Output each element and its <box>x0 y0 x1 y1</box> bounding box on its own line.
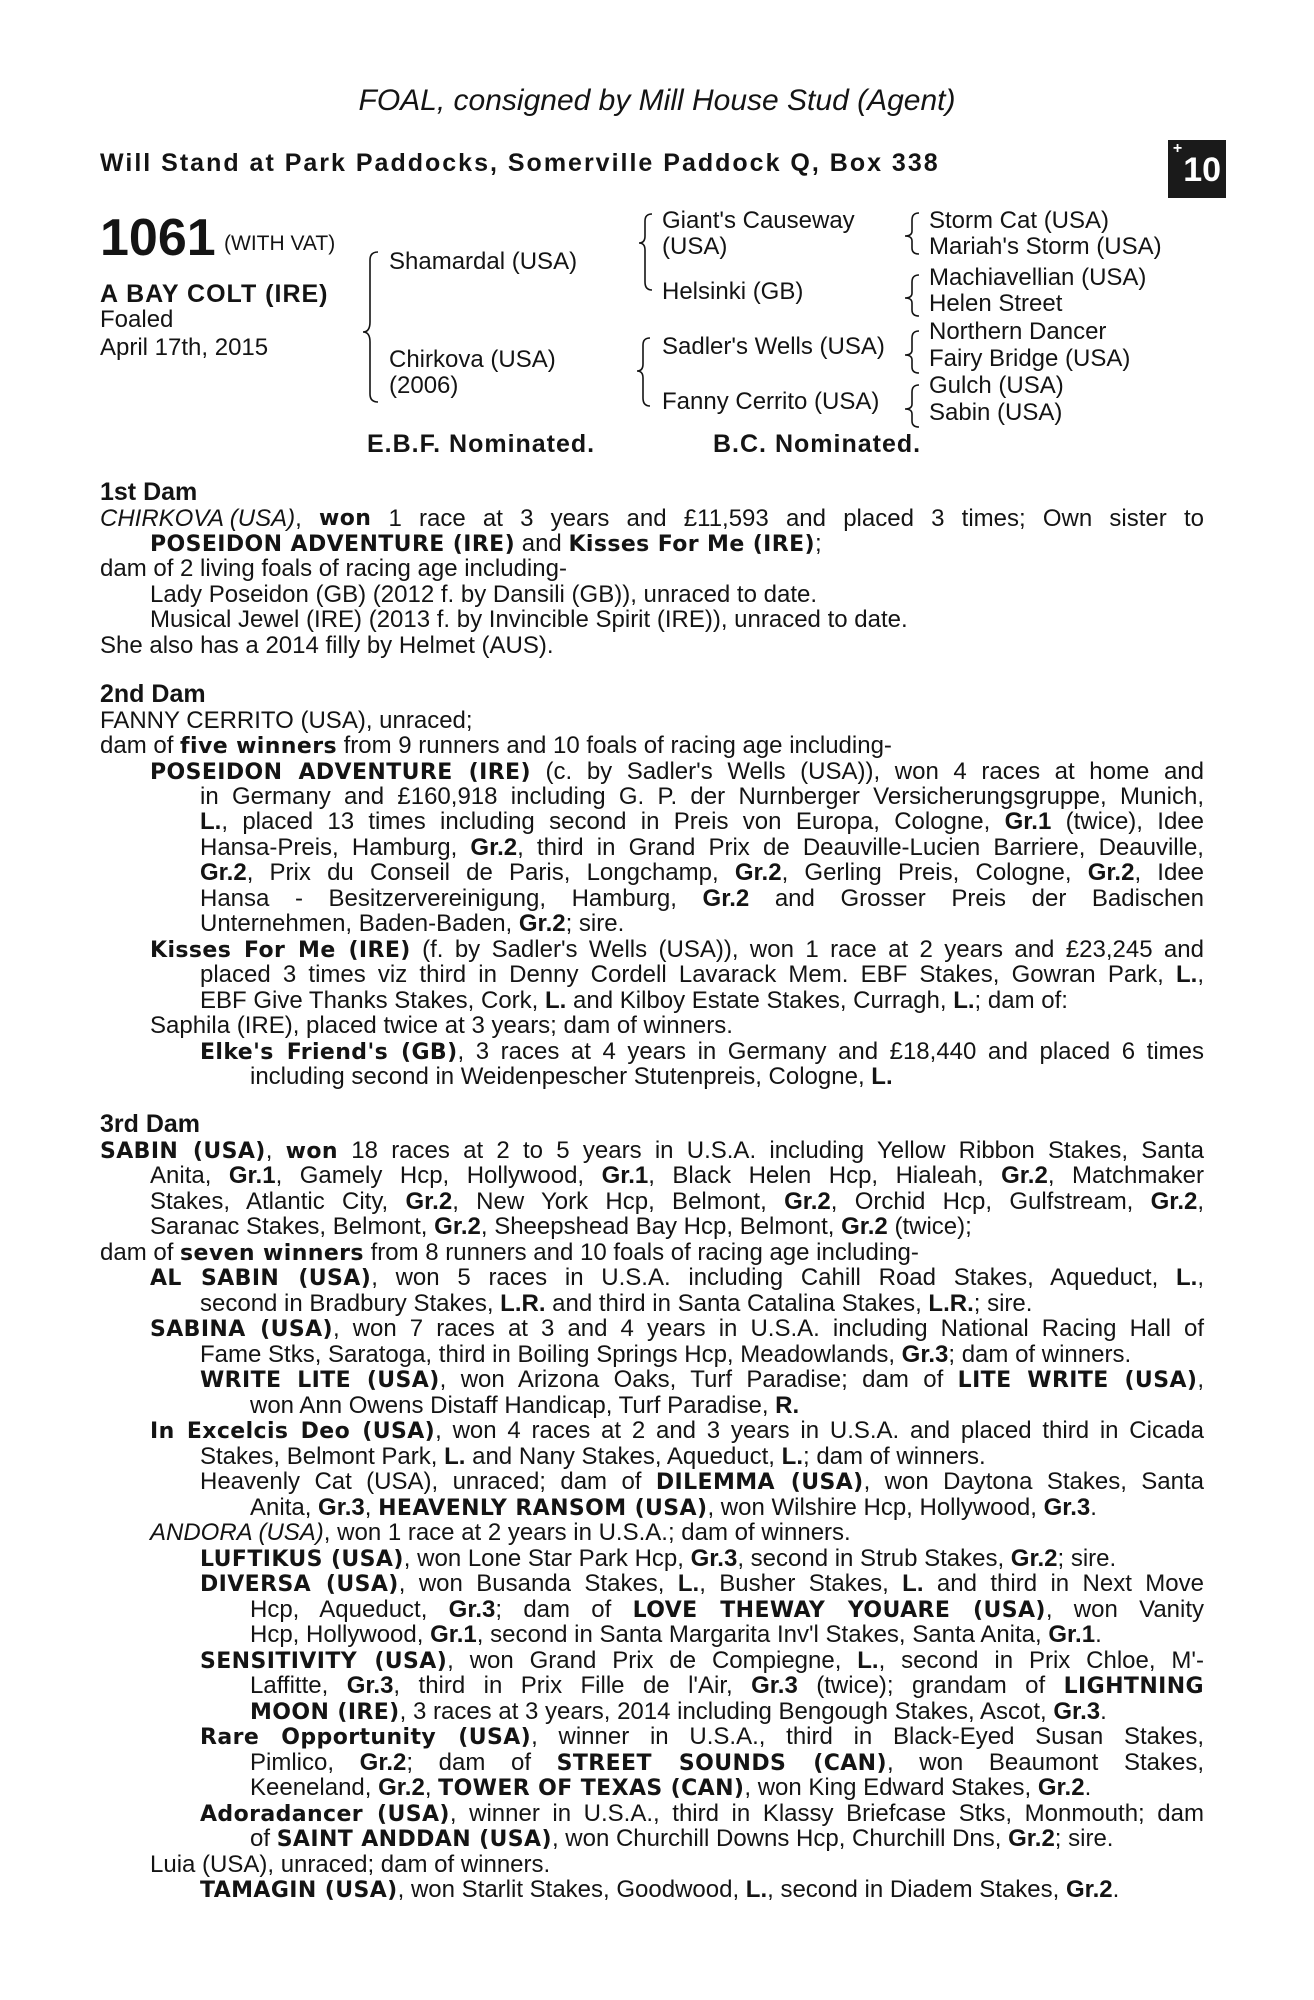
elke-line-1 <box>200 1039 1204 1065</box>
text: ; sire. <box>1057 1545 1117 1572</box>
text: Hcp, Aqueduct, <box>250 1596 449 1623</box>
listed: L. <box>1176 961 1198 988</box>
write-lite-line-1 <box>200 1367 1204 1393</box>
text: . <box>1100 1698 1107 1725</box>
sensitivity-line-3 <box>250 1699 1107 1725</box>
pedigree-sire-sire-1: Giant's Causeway <box>662 207 855 234</box>
second-dam-line-1: FANNY CERRITO (USA), unraced; <box>100 707 473 734</box>
text: of <box>250 1825 277 1852</box>
text: ; dam of winners. <box>802 1443 986 1470</box>
pedigree-dam-name: Chirkova (USA) <box>389 346 556 373</box>
listed: L. <box>902 1570 924 1597</box>
second-dam-heading: 2nd Dam <box>100 680 206 708</box>
text: and third in Next Move <box>923 1570 1204 1597</box>
horse-lite-write: LITE WRITE (USA) <box>957 1368 1198 1393</box>
word: 3 <box>931 505 945 532</box>
text: (twice); grandam of <box>797 1672 1064 1699</box>
text: , won Beaumont Stakes, <box>886 1749 1204 1776</box>
text: , won 5 races in U.S.A. including Cahill Road Stakes, Aqueduct, <box>371 1264 1176 1291</box>
foal-musical-jewel: Musical Jewel (IRE) (2013 f. by Invincible Spirit (IRE)), unraced to date. <box>150 606 908 633</box>
group-3: Gr.3 <box>751 1672 798 1699</box>
text: , Gamely Hcp, Hollywood, <box>275 1162 602 1189</box>
text: won Ann Owens Distaff Handicap, Turf Paradise, <box>250 1392 776 1419</box>
listed-restricted: L.R. <box>928 1290 974 1317</box>
text: ; <box>815 530 822 557</box>
word: at <box>482 505 503 532</box>
text: , <box>424 1774 439 1801</box>
horse-lightning-moon: LIGHTNING <box>1063 1674 1204 1699</box>
text: , won Vanity <box>1045 1596 1205 1623</box>
pedigree-dam-sire: Sadler's Wells (USA) <box>662 333 885 360</box>
group-2: Gr.2 <box>734 859 782 886</box>
text: , third in Grand Prix de Deauville-Lucien Barriere, Deauville, <box>517 834 1204 861</box>
sabin-line-3 <box>150 1189 1204 1214</box>
listed: L. <box>200 808 222 835</box>
horse-kisses: Kisses For Me (IRE) <box>150 938 411 963</box>
text: , <box>1197 1366 1204 1393</box>
kisses-line-1 <box>150 937 1204 963</box>
group-3: Gr.3 <box>318 1494 365 1521</box>
sabin-line-5 <box>100 1240 919 1266</box>
text: ; sire. <box>973 1290 1033 1317</box>
horse-write-lite: WRITE LITE (USA) <box>200 1368 440 1393</box>
text: , Orchid Hcp, Gulfstream, <box>830 1188 1151 1215</box>
text: ; dam of <box>406 1749 557 1776</box>
listed: L. <box>871 1063 893 1090</box>
foaled-date: April 17th, 2015 <box>100 334 269 361</box>
pedigree-brackets <box>0 0 1314 460</box>
text: . <box>1112 1876 1120 1903</box>
text: (twice); <box>887 1213 972 1240</box>
pedigree-dam-year: (2006) <box>389 372 459 399</box>
listed: L. <box>745 1876 768 1903</box>
listed: L. <box>677 1570 700 1597</box>
pedigree-dsd: Fairy Bridge (USA) <box>929 345 1131 372</box>
elke-line-2 <box>250 1064 893 1089</box>
foal-lady-poseidon: Lady Poseidon (GB) (2012 f. by Dansili (GB)), unraced to date. <box>150 581 817 608</box>
group-2: Gr.2 <box>1008 1825 1055 1852</box>
rare-opportunity-line-3 <box>250 1775 1091 1801</box>
text: Heavenly Cat (USA), unraced; dam of <box>200 1468 656 1495</box>
text: , won Starlit Stakes, Goodwood, <box>397 1876 746 1903</box>
text: , second in Prix Chloe, M'- <box>878 1647 1204 1674</box>
word: and <box>626 505 667 532</box>
group-2: Gr.2 <box>405 1188 453 1215</box>
listed: L. <box>444 1443 466 1470</box>
pedigree-sire-dam: Helsinki (GB) <box>662 278 804 305</box>
poseidon-line-2: in Germany and £160,918 including G. P. der Nurnberger Versicherungsgruppe, Munich, <box>200 783 1204 810</box>
word: years <box>550 505 610 532</box>
horse-dilemma: DILEMMA (USA) <box>655 1470 864 1495</box>
sabin-line-4 <box>150 1214 972 1239</box>
lot-name: A BAY COLT (IRE) <box>100 280 329 308</box>
horse-sabina: SABINA (USA) <box>150 1317 333 1342</box>
pedigree-sdd: Helen Street <box>929 290 1063 317</box>
text: second in Bradbury Stakes, <box>200 1290 501 1317</box>
text: , Idee <box>1134 859 1205 886</box>
text: , won Arizona Oaks, Turf Paradise; dam of <box>439 1366 958 1393</box>
group-1: Gr.1 <box>1004 808 1052 835</box>
horse-tamagin: TAMAGIN (USA) <box>200 1878 398 1903</box>
text: , Gerling Preis, Cologne, <box>781 859 1088 886</box>
poseidon-line-1 <box>150 759 1204 785</box>
text: , second in Strub Stakes, <box>737 1545 1011 1572</box>
word: to <box>1183 505 1204 532</box>
pedigree-ddd: Sabin (USA) <box>929 399 1063 426</box>
text: (twice), Idee <box>1051 808 1204 835</box>
text: , won 7 races at 3 and 4 years in U.S.A. including National Racing Hall of <box>332 1315 1204 1342</box>
text: (f. by Sadler's Wells (USA)), won 1 race at 2 years and £23,245 and <box>410 936 1204 963</box>
saphila-line: Saphila (IRE), placed twice at 3 years; dam of winners. <box>150 1012 733 1039</box>
text: Unternehmen, Baden-Baden, <box>200 910 519 937</box>
group-2: Gr.2 <box>359 1749 407 1776</box>
heavenly-cat-line-1 <box>200 1469 1204 1495</box>
text: , won Daytona Stakes, Santa <box>863 1468 1205 1495</box>
group-3: Gr.3 <box>1043 1494 1091 1521</box>
group-2: Gr.2 <box>434 1213 481 1240</box>
group-2: Gr.2 <box>1010 1545 1058 1572</box>
text: Stakes, Belmont Park, <box>200 1443 445 1470</box>
text: , <box>1197 961 1204 988</box>
pedigree-sire-sire-2: (USA) <box>662 233 728 260</box>
horse-kisses: Kisses For Me (IRE) <box>568 532 815 557</box>
text: EBF Give Thanks Stakes, Cork, <box>200 987 546 1014</box>
text: ; dam of winners. <box>948 1341 1132 1368</box>
text: and <box>515 530 569 557</box>
horse-love-theway-youare: LOVE THEWAY YOUARE (USA) <box>632 1598 1046 1623</box>
horse-poseidon: POSEIDON ADVENTURE (IRE) <box>150 532 516 557</box>
horse-heavenly-ransom: HEAVENLY RANSOM (USA) <box>378 1496 708 1521</box>
group-2: Gr.2 <box>784 1188 831 1215</box>
word: and <box>785 505 826 532</box>
word: times; <box>961 505 1026 532</box>
group-2: Gr.2 <box>1150 1188 1198 1215</box>
horse-lightning-moon: MOON (IRE) <box>250 1700 400 1725</box>
pedigree-sire: Shamardal (USA) <box>389 248 578 275</box>
luia-line: Luia (USA), unraced; dam of winners. <box>150 1851 551 1878</box>
text: . <box>1084 1774 1092 1801</box>
location-line: Will Stand at Park Paddocks, Somerville Paddock Q, Box 338 <box>100 149 940 177</box>
group-1: Gr.1 <box>228 1162 276 1189</box>
poseidon-line-4 <box>200 835 1204 860</box>
group-2: Gr.2 <box>1087 859 1135 886</box>
heavenly-cat-line-2 <box>250 1495 1097 1521</box>
horse-rare-opportunity: Rare Opportunity (USA) <box>200 1725 532 1750</box>
group-2: Gr.2 <box>200 859 247 886</box>
won-label: won <box>319 506 372 531</box>
excelcis-line-1 <box>150 1418 1204 1444</box>
text: Pimlico, <box>250 1749 360 1776</box>
horse-street-sounds: STREET SOUNDS (CAN) <box>556 1751 887 1776</box>
text: Hansa-Preis, Hamburg, <box>200 834 471 861</box>
al-sabin-line-1 <box>150 1265 1204 1291</box>
text: and third in Santa Catalina Stakes, <box>545 1290 929 1317</box>
group-3: Gr.3 <box>448 1596 496 1623</box>
listed: L. <box>545 987 567 1014</box>
text: Anita, <box>150 1162 229 1189</box>
text: dam of <box>100 732 181 759</box>
andora-line <box>150 1520 851 1545</box>
won-label: won <box>285 1139 338 1164</box>
text: Fame Stks, Saratoga, third in Boiling Springs Hcp, Meadowlands, <box>200 1341 902 1368</box>
comma: , <box>265 1137 273 1164</box>
group-2: Gr.2 <box>841 1213 888 1240</box>
comma: , <box>295 505 302 532</box>
kisses-line-2 <box>200 962 1204 987</box>
first-dam-line-3: dam of 2 living foals of racing age including- <box>100 555 567 582</box>
text: , Prix du Conseil de Paris, Longchamp, <box>246 859 735 886</box>
listed: L. <box>857 1647 879 1674</box>
listed: L. <box>953 987 975 1014</box>
text: Hcp, Hollywood, <box>250 1621 431 1648</box>
word: race <box>419 505 466 532</box>
text: , Black Helen Hcp, Hialeah, <box>648 1162 1002 1189</box>
text: , won 1 race at 2 years in U.S.A.; dam of winners. <box>323 1519 851 1546</box>
word: sister <box>1109 505 1167 532</box>
horse-diversa: DIVERSA (USA) <box>200 1572 399 1597</box>
text: , won Churchill Downs Hcp, Churchill Dns, <box>551 1825 1009 1852</box>
dam-name-chirkova: CHIRKOVA (USA) <box>100 505 296 532</box>
word: £11,593 <box>683 505 769 532</box>
text: Stakes, Atlantic City, <box>150 1188 406 1215</box>
al-sabin-line-2 <box>200 1291 1032 1316</box>
word: Own <box>1042 505 1093 532</box>
text: , New York Hcp, Belmont, <box>452 1188 785 1215</box>
text: , Busher Stakes, <box>699 1570 903 1597</box>
text: dam of <box>100 1239 181 1266</box>
horse-andora: ANDORA (USA) <box>150 1519 324 1546</box>
lot-number: 1061 <box>100 209 216 267</box>
text: , third in Prix Fille de l'Air, <box>393 1672 752 1699</box>
group-2: Gr.2 <box>1065 1876 1113 1903</box>
text: and Grosser Preis der Badischen <box>749 885 1204 912</box>
sabina-line-1 <box>150 1316 1204 1342</box>
text: , winner in U.S.A., third in Black-Eyed Susan Stakes, <box>531 1723 1205 1750</box>
sensitivity-line-1 <box>200 1648 1204 1674</box>
group-3: Gr.3 <box>901 1341 949 1368</box>
listed: L. <box>781 1443 803 1470</box>
sabina-line-2 <box>200 1342 1131 1367</box>
text: , <box>1197 1264 1204 1291</box>
text: , won Grand Prix de Compiegne, <box>447 1647 858 1674</box>
pedigree-sss: Storm Cat (USA) <box>929 207 1110 234</box>
badge-plus: + <box>1172 140 1183 157</box>
text: , <box>364 1494 379 1521</box>
text: Saranac Stakes, Belmont, <box>150 1213 435 1240</box>
seven-winners: seven winners <box>180 1241 364 1266</box>
text: (c. by Sadler's Wells (USA)), won 4 races at home and <box>530 758 1204 785</box>
horse-sensitivity: SENSITIVITY (USA) <box>200 1649 448 1674</box>
text: , won Wilshire Hcp, Hollywood, <box>707 1494 1044 1521</box>
group-1: Gr.1 <box>601 1162 649 1189</box>
text: , placed 13 times including second in Preis von Europa, Cologne, <box>221 808 1005 835</box>
poseidon-line-5 <box>200 860 1204 885</box>
first-dam-line-2 <box>150 531 822 557</box>
text: . <box>1090 1494 1097 1521</box>
excelcis-line-2 <box>200 1444 986 1469</box>
pedigree-dds: Gulch (USA) <box>929 372 1064 399</box>
pedigree-dam-dam: Fanny Cerrito (USA) <box>662 388 880 415</box>
word: placed <box>843 505 914 532</box>
poseidon-line-7 <box>200 911 624 936</box>
group-1: Gr.1 <box>430 1621 477 1648</box>
text: Hansa - Besitzervereinigung, Hamburg, <box>200 885 703 912</box>
luftikus-line <box>200 1546 1116 1572</box>
pedigree-dss: Northern Dancer <box>929 318 1107 345</box>
group-2: Gr.2 <box>702 885 750 912</box>
five-winners: five winners <box>180 734 337 759</box>
group-2: Gr.2 <box>378 1774 425 1801</box>
sabin-line-2 <box>150 1163 1204 1188</box>
foaled-label: Foaled <box>100 306 174 333</box>
text: including second in Weidenpescher Stutenpreis, Cologne, <box>250 1063 872 1090</box>
text: , won Busanda Stakes, <box>398 1570 678 1597</box>
group-3: Gr.3 <box>346 1672 394 1699</box>
ebf-nominated: E.B.F. Nominated. <box>367 430 596 458</box>
text: Anita, <box>250 1494 319 1521</box>
poseidon-line-3 <box>200 809 1204 834</box>
text: and Kilboy Estate Stakes, Curragh, <box>566 987 954 1014</box>
third-dam-heading: 3rd Dam <box>100 1110 201 1138</box>
sabin-line-1 <box>100 1138 1204 1164</box>
group-1: Gr.1 <box>1048 1621 1096 1648</box>
adoradancer-line-2 <box>250 1826 1113 1852</box>
text: , Sheepshead Bay Hcp, Belmont, <box>480 1213 842 1240</box>
rare-opportunity-line-1 <box>200 1724 1204 1750</box>
bc-nominated: B.C. Nominated. <box>713 430 922 458</box>
word: 3 <box>520 505 534 532</box>
write-lite-line-2 <box>250 1393 799 1418</box>
group-2: Gr.2 <box>470 834 518 861</box>
first-dam-line-1 <box>100 506 1204 531</box>
adoradancer-line-1 <box>200 1801 1204 1827</box>
vat-label: (WITH VAT) <box>224 232 336 255</box>
horse-poseidon: POSEIDON ADVENTURE (IRE) <box>150 760 531 785</box>
text: , won Lone Star Park Hcp, <box>403 1545 691 1572</box>
badge-value: 10 <box>1183 151 1222 189</box>
text: , <box>1197 1188 1205 1215</box>
sensitivity-line-2 <box>250 1673 1204 1699</box>
horse-al-sabin: AL SABIN (USA) <box>150 1266 372 1291</box>
listed: L. <box>1176 1264 1198 1291</box>
filly-2014: She also has a 2014 filly by Helmet (AUS). <box>100 632 554 659</box>
restricted: R. <box>775 1392 800 1419</box>
tamagin-line <box>200 1877 1119 1903</box>
group-2: Gr.2 <box>1001 1162 1048 1189</box>
group-2: Gr.2 <box>1037 1774 1085 1801</box>
horse-elke: Elke's Friend's (GB) <box>200 1040 458 1065</box>
group-3: Gr.3 <box>690 1545 738 1572</box>
diversa-line-1 <box>200 1571 1204 1597</box>
pedigree-ssd: Mariah's Storm (USA) <box>929 233 1162 260</box>
text: , 3 races at 3 years, 2014 including Bengough Stakes, Ascot, <box>399 1698 1054 1725</box>
text: , Matchmaker <box>1047 1162 1205 1189</box>
text: , won 4 races at 2 and 3 years in U.S.A. and placed third in Cicada <box>435 1417 1205 1444</box>
word: 1 <box>388 505 402 532</box>
first-dam-heading: 1st Dam <box>100 478 198 506</box>
diversa-line-2 <box>250 1597 1204 1623</box>
horse-in-excelcis-deo: In Excelcis Deo (USA) <box>150 1419 436 1444</box>
poseidon-line-6 <box>200 886 1204 911</box>
group-2: Gr.2 <box>518 910 566 937</box>
text: 18 races at 2 to 5 years in U.S.A. including Yellow Ribbon Stakes, Santa <box>337 1137 1204 1164</box>
text: ; sire. <box>1054 1825 1114 1852</box>
text: placed 3 times viz third in Denny Cordell Lavarack Mem. EBF Stakes, Gowran Park, <box>200 961 1176 988</box>
text: and Nany Stakes, Aqueduct, <box>465 1443 782 1470</box>
text: , won King Edward Stakes, <box>744 1774 1038 1801</box>
horse-luftikus: LUFTIKUS (USA) <box>200 1547 404 1572</box>
group-3: Gr.3 <box>1053 1698 1101 1725</box>
diversa-line-3 <box>250 1622 1102 1647</box>
horse-sabin: SABIN (USA) <box>100 1139 266 1164</box>
horse-saint-anddan: SAINT ANDDAN (USA) <box>276 1827 552 1852</box>
text: Laffitte, <box>250 1672 347 1699</box>
text: , second in Santa Margarita Inv'l Stakes, Santa Anita, <box>476 1621 1049 1648</box>
text: , winner in U.S.A., third in Klassy Briefcase Stks, Monmouth; dam <box>449 1800 1204 1827</box>
text: ; dam of: <box>974 987 1068 1014</box>
kisses-line-3 <box>200 988 1068 1013</box>
text: , 3 races at 4 years in Germany and £18,440 and placed 6 times <box>457 1038 1204 1065</box>
text: Keeneland, <box>250 1774 379 1801</box>
text: ; sire. <box>565 910 625 937</box>
horse-tower-of-texas: TOWER OF TEXAS (CAN) <box>438 1776 745 1801</box>
rare-opportunity-line-2 <box>250 1750 1204 1776</box>
horse-adoradancer: Adoradancer (USA) <box>200 1802 450 1827</box>
text: from 8 runners and 10 foals of racing age including- <box>363 1239 919 1266</box>
text: . <box>1095 1621 1102 1648</box>
text: , second in Diadem Stakes, <box>767 1876 1066 1903</box>
text: from 9 runners and 10 foals of racing age including- <box>336 732 892 759</box>
consignment-line: FOAL, consigned by Mill House Stud (Agent) <box>358 84 956 117</box>
text: ; dam of <box>495 1596 633 1623</box>
second-dam-line-2 <box>100 733 892 759</box>
pedigree-sds: Machiavellian (USA) <box>929 264 1147 291</box>
listed-restricted: L.R. <box>500 1290 546 1317</box>
